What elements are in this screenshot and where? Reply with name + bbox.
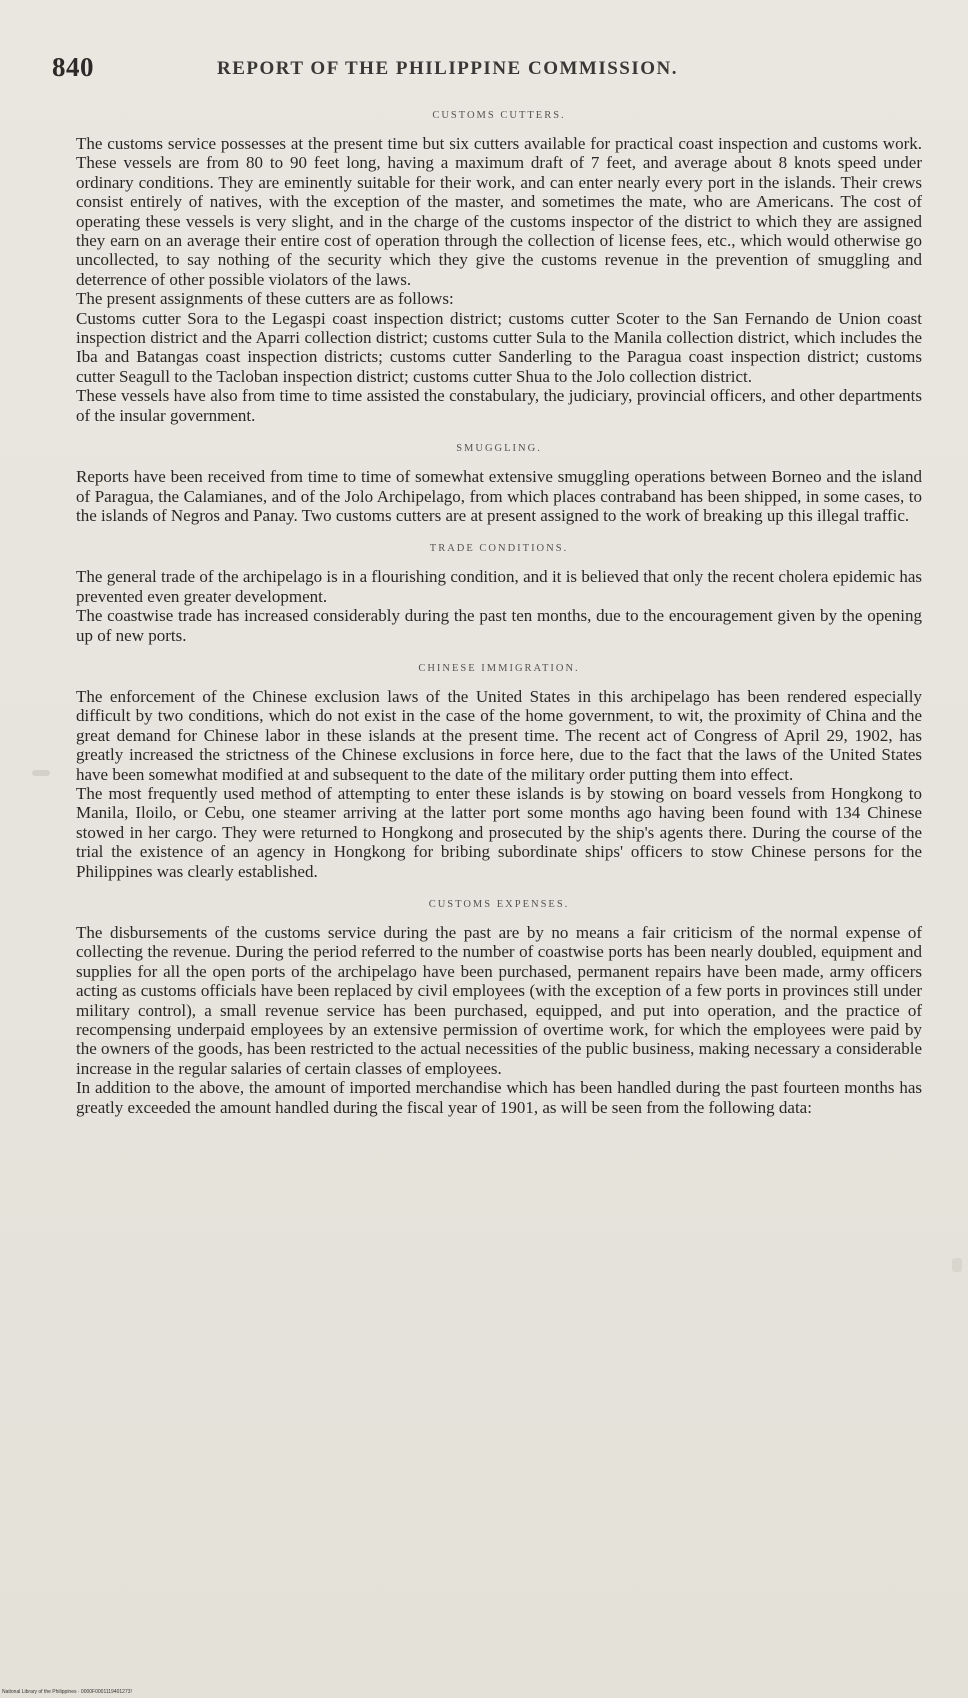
page-header <box>52 50 932 90</box>
scan-footer-credit: National Library of the Philippines · 0000F0001119401273! <box>2 1689 132 1695</box>
paragraph: These vessels have also from time to time assisted the constabulary, the judiciary, provincial officers, and other departments of the insular government. <box>76 386 922 425</box>
section-customs-cutters <box>76 110 922 425</box>
section-heading: CHINESE IMMIGRATION. <box>418 662 580 674</box>
section-heading: TRADE CONDITIONS. <box>429 543 569 555</box>
section-customs-expenses <box>76 899 922 1117</box>
section-heading: SMUGGLING. <box>456 443 542 455</box>
section-heading: CUSTOMS EXPENSES. <box>428 899 570 910</box>
paragraph: Reports have been received from time to time of somewhat extensive smuggling operations between Borneo and the island of Paragua, the Calamianes, and of the Jolo Archipelago, from which places contraband has been shipped, in some cases, to the islands of Negros and Panay. Two customs cutters are at present assigned to the work of breaking up this illegal traffic. <box>76 467 922 525</box>
section-smuggling <box>76 443 922 525</box>
paragraph: The enforcement of the Chinese exclusion laws of the United States in this archipelago has been rendered especially difficult by two conditions, which do not exist in the case of the home government, to wit, the proximity of China and the great demand for Chinese labor in these islands at the present time. The recent act of Congress of April 29, 1902, has greatly increased the strictness of the Chinese exclusions in force here, due to the fact that the laws of the United States have been somewhat modified at and subsequent to the date of the military order putting them into effect. <box>76 686 922 784</box>
page-number: 840 <box>52 52 94 82</box>
paragraph: The most frequently used method of attempting to enter these islands is by stowing on board vessels from Hongkong to Manila, Iloilo, or Cebu, one steamer arriving at the latter port some months ago having been found with 134 Chinese stowed in her cargo. They were returned to Hongkong and prosecuted by the ship's agents there. During the course of the trial the existence of an agency in Hongkong for bribing subordinate ships' officers to stow Chinese persons for the Philippines was clearly established. <box>76 783 922 881</box>
page-body <box>76 104 922 1135</box>
paragraph: The general trade of the archipelago is in a flourishing condition, and it is believed that only the recent cholera epidemic has prevented even greater development. <box>76 567 922 606</box>
scan-smudge <box>952 1258 962 1272</box>
paragraph: In addition to the above, the amount of imported merchandise which has been handled during the past fourteen months has greatly exceeded the amount handled during the fiscal year of 1901, as will be seen from the following data: <box>76 1078 922 1117</box>
scan-smudge <box>32 770 50 776</box>
running-head: REPORT OF THE PHILIPPINE COMMISSION. <box>217 58 679 79</box>
paragraph: Customs cutter Sora to the Legaspi coast inspection district; customs cutter Scoter to the San Fernando de Union coast inspection district and the Aparri collection district; customs cutter Sula to the Manila collection district, which includes the Iba and Batangas coast inspection districts; customs cutter Sanderling to the Paragua coast inspection district; customs cutter Seagull to the Tacloban inspection district; customs cutter Shua to the Jolo collection district. <box>76 308 922 386</box>
paragraph: The coastwise trade has increased considerably during the past ten months, due to the encouragement given by the opening up of new ports. <box>76 606 922 645</box>
section-trade-conditions <box>76 543 922 645</box>
section-heading: CUSTOMS CUTTERS. <box>432 110 566 121</box>
paragraph: The disbursements of the customs service during the past are by no means a fair criticism of the normal expense of collecting the revenue. During the period referred to the number of coastwise ports has been nearly doubled, equipment and supplies for all the open ports of the archipelago have been purchased, permanent repairs have been made, army officers acting as customs officials have been replaced by civil employees (with the exception of a few ports in provinces still under military control), a small revenue service has been purchased, equipped, and put into operation, and the practice of recompensing underpaid employees by an extensive permission of overtime work, for which the employees were paid by the owners of the goods, has been restricted to the actual necessities of the public business, making necessary a considerable increase in the regular salaries of certain classes of employees. <box>76 923 922 1078</box>
paragraph: The present assignments of these cutters are as follows: <box>76 289 454 309</box>
paragraph: The customs service possesses at the present time but six cutters available for practical coast inspection and customs work. These vessels are from 80 to 90 feet long, having a maximum draft of 7 feet, and average about 8 knots speed under ordinary conditions. They are eminently suitable for their work, and can enter nearly every port in the islands. Their crews consist entirely of natives, with the exception of the master, and sometimes the mate, who are Americans. The cost of operating these vessels is very slight, and in the charge of the customs inspector of the district to which they are assigned they earn on an average their entire cost of operation through the collection of license fees, etc., which would otherwise go uncollected, to say nothing of the security which they give the customs revenue in the prevention of smuggling and deterrence of other possible violators of the laws. <box>76 134 922 289</box>
section-chinese-immigration <box>76 663 922 881</box>
